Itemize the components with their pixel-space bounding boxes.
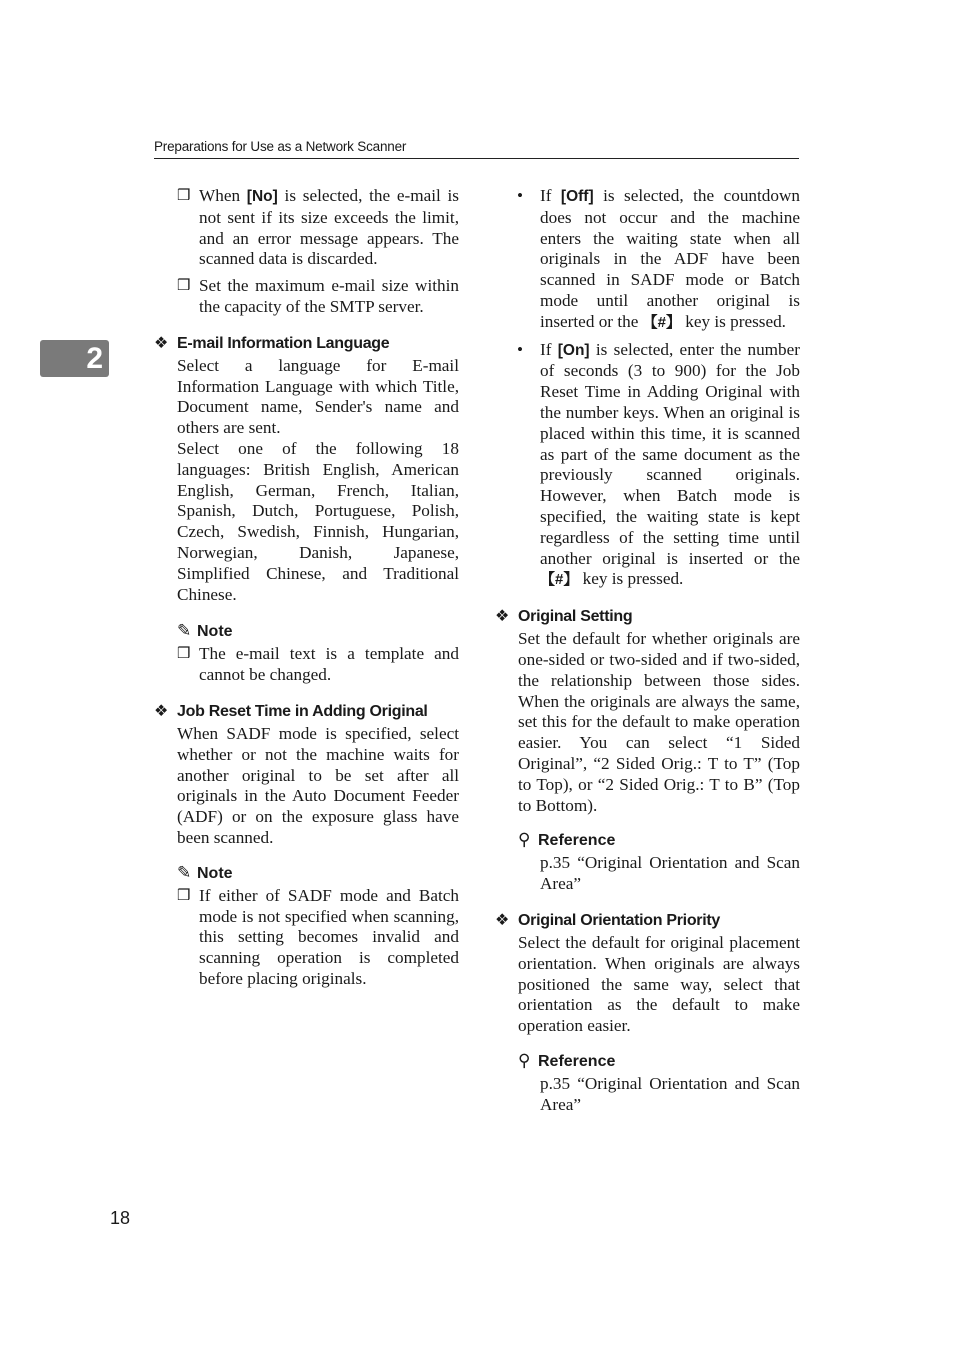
section-paragraph: When SADF mode is specified, select whether or not the machine waits for another original to be set after all originals in the Auto Document Feeder (ADF) or on the exposure glass have been scanned. (177, 723, 459, 847)
note-heading: ✎ Note (177, 621, 233, 641)
checkbox-icon: ❒ (177, 278, 191, 295)
pencil-note-icon: ✎ (177, 862, 192, 882)
running-header: Preparations for Use as a Network Scanner (154, 139, 799, 159)
section-paragraph: Select the default for original placement orientation. When originals are always positioned the same way, select that orientation as the default to make operation easier. (518, 932, 800, 1036)
right-column (495, 186, 800, 1115)
diamond-bullet-icon: ❖ (495, 608, 510, 626)
magnifier-reference-icon: ⚲ (518, 1050, 531, 1070)
section-paragraph: Select a language for E-mail Information Language with which Title, Document name, Sender's name and others are sent. (177, 355, 459, 438)
checkbox-icon: ❒ (177, 646, 191, 663)
reference-heading: ⚲ Reference (518, 1050, 616, 1070)
section-heading-job-reset: ❖ Job Reset Time in Adding Original (154, 702, 428, 720)
bullet-dot-icon: • (517, 186, 524, 205)
hash-key-label: 【#】 (540, 571, 579, 589)
reference-link[interactable]: p.35 “Original Orientation and Scan Area” (540, 853, 800, 894)
diamond-bullet-icon: ❖ (495, 911, 510, 929)
key-label-no: [No] (246, 188, 278, 205)
key-label-on: [On] (557, 341, 590, 359)
section-heading-email-language: ❖ E-mail Information Language (154, 334, 390, 352)
section-heading-orientation-priority: ❖ Original Orientation Priority (495, 911, 720, 929)
chapter-tab: 2 (40, 340, 109, 377)
reference-link[interactable]: p.35 “Original Orientation and Scan Area” (540, 1073, 800, 1114)
section-paragraph: Set the default for whether originals are one-sided or two-sided and if two-sided, the relationship between those sides. When the originals are always the same, set this for the default to make operation easier. You can select “1 Sided Original”, “2 Sided Orig.: T to T” (Top to Top), or “2 Sided Orig.: T to B” (Top to Bottom). (518, 629, 800, 815)
checkbox-icon: ❒ (177, 887, 191, 904)
diamond-bullet-icon: ❖ (154, 334, 169, 352)
section-paragraph: Select one of the following 18 languages: British English, American English, German, French, Italian, Spanish, Dutch, Portuguese, Polish, Czech, Swedish, Finnish, Hungarian, Norwegian, Danish, Japanese, Simplified Chinese, and Traditional Chinese. (177, 438, 459, 604)
bullet-item-off: • If [Off] is selected, the countdown does not occur and the machine enters the waiting state when all originals in the ADF have been scanned in SADF mode or Batch mode until another original is inserted or the 【#】 key is pressed. (517, 186, 800, 331)
pencil-note-icon: ✎ (177, 621, 192, 641)
note-heading: ✎ Note (177, 862, 233, 882)
left-column (154, 186, 459, 990)
checkbox-icon: ❒ (177, 188, 191, 204)
magnifier-reference-icon: ⚲ (518, 830, 531, 850)
bullet-dot-icon: • (517, 339, 524, 359)
checklist-item: ❒ When [No] is selected, the e-mail is not sent if its size exceeds the limit, and an error message appears. The scanned data is discarded. (177, 186, 459, 269)
note-item: ❒ If either of SADF mode and Batch mode is not specified when scanning, this setting becomes invalid and scanning operation is completed before placing originals. (177, 885, 459, 988)
checklist-item: ❒ Set the maximum e-mail size within the capacity of the SMTP server. (177, 276, 459, 316)
section-heading-original-setting: ❖ Original Setting (495, 608, 633, 626)
diamond-bullet-icon: ❖ (154, 702, 169, 720)
page-number: 18 (110, 1208, 131, 1228)
bullet-item-on: • If [On] is selected, enter the number of seconds (3 to 900) for the Job Reset Time in Adding Original with the number keys. When an original is placed within this time, it is scanned as part of the same document as the previously scanned originals. However, when Batch mode is specified, the waiting state is kept regardless of the setting time until another original is inserted or the 【#】 key is pressed. (517, 339, 800, 589)
reference-heading: ⚲ Reference (518, 830, 616, 850)
key-label-off: [Off] (560, 188, 594, 205)
note-item: ❒ The e-mail text is a template and cannot be changed. (177, 644, 459, 685)
hash-key-label: 【#】 (642, 313, 681, 331)
